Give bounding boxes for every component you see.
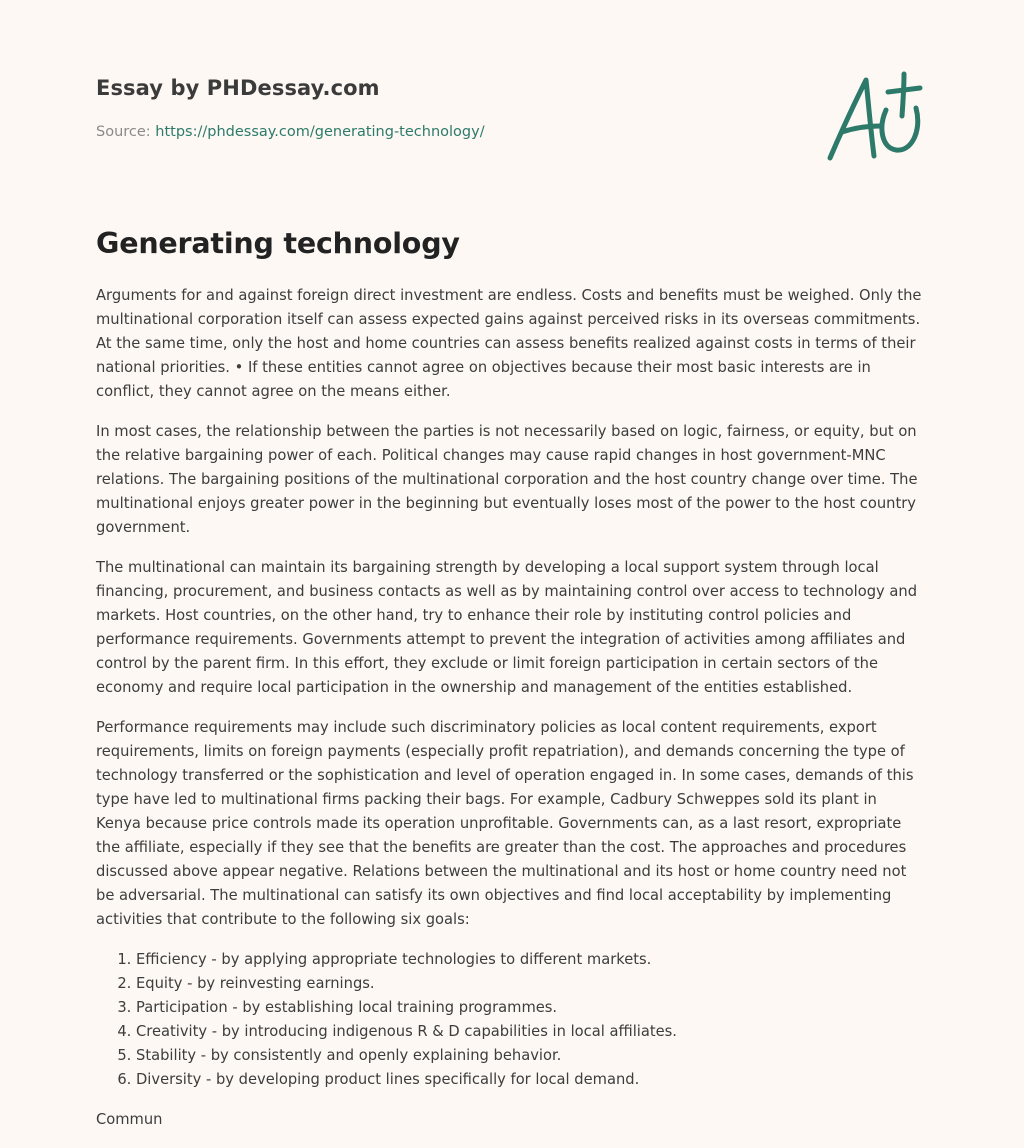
a-plus-logo-icon (824, 68, 924, 164)
paragraph: In most cases, the relationship between the parties is not necessarily based on logic, fairness, or equity, but on the relative bargaining power of each. Political changes may cause rapid changes in host government-MNC relations. The bargaining positions of the multinational corporation and the host country change over time. The multinational enjoys greater power in the beginning but eventually loses most of the power to the host country government. (96, 423, 918, 536)
list-item: 4. Creativity - by introducing indigenous R & D capabilities in local affiliates. (136, 1020, 924, 1044)
list-item: 2. Equity - by reinvesting earnings. (136, 972, 924, 996)
essay-title: Generating technology (96, 227, 460, 260)
list-item: 3. Participation - by establishing local training programmes. (136, 996, 924, 1020)
source-link[interactable]: https://phdessay.com/generating-technology/ (155, 124, 485, 140)
essay-body (96, 284, 924, 1132)
truncated-paragraph: Commun (96, 1111, 163, 1128)
paragraph: The multinational can maintain its bargaining strength by developing a local support system through local financing, procurement, and business contacts as well as by maintaining control over access to technology and markets. Host countries, on the other hand, try to enhance their role by instituting control policies and performance requirements. Governments attempt to prevent the integration of activities among affiliates and control by the parent firm. In this effort, they exclude or limit foreign participation in certain sectors of the economy and require local participation in the ownership and management of the entities established. (96, 559, 918, 696)
source-line (96, 124, 485, 140)
source-label: Source: (96, 124, 151, 140)
paragraph: Performance requirements may include such discriminatory policies as local content requirements, export requirements, limits on foreign payments (especially profit repatriation), and demands concerning the type of technology transferred or the sophistication and level of operation engaged in. In some cases, demands of this type have led to multinational firms packing their bags. For example, Cadbury Schweppes sold its plant in Kenya because price controls made its operation unprofitable. Governments can, as a last resort, expropriate the affiliate, especially if they see that the benefits are greater than the cost. The approaches and procedures discussed above appear negative. Relations between the multinational and its host or home country need not be adversarial. The multinational can satisfy its own objectives and find local acceptability by implementing activities that contribute to the following six goals: (96, 719, 914, 928)
page-header (96, 0, 924, 200)
list-item: 1. Efficiency - by applying appropriate technologies to different markets. (136, 948, 924, 972)
paragraph: Arguments for and against foreign direct investment are endless. Costs and benefits must be weighed. Only the multinational corporation itself can assess expected gains against perceived risks in its overseas commitments. At the same time, only the host and home countries can assess benefits realized against costs in terms of their national priorities. • If these entities cannot agree on objectives because their most basic interests are in conflict, they cannot agree on the means either. (96, 287, 922, 400)
list-item: 6. Diversity - by developing product lines specifically for local demand. (136, 1068, 924, 1092)
list-item: 5. Stability - by consistently and openly explaining behavior. (136, 1044, 924, 1068)
site-brand: Essay by PHDessay.com (96, 76, 380, 100)
goals-list (96, 948, 924, 1092)
